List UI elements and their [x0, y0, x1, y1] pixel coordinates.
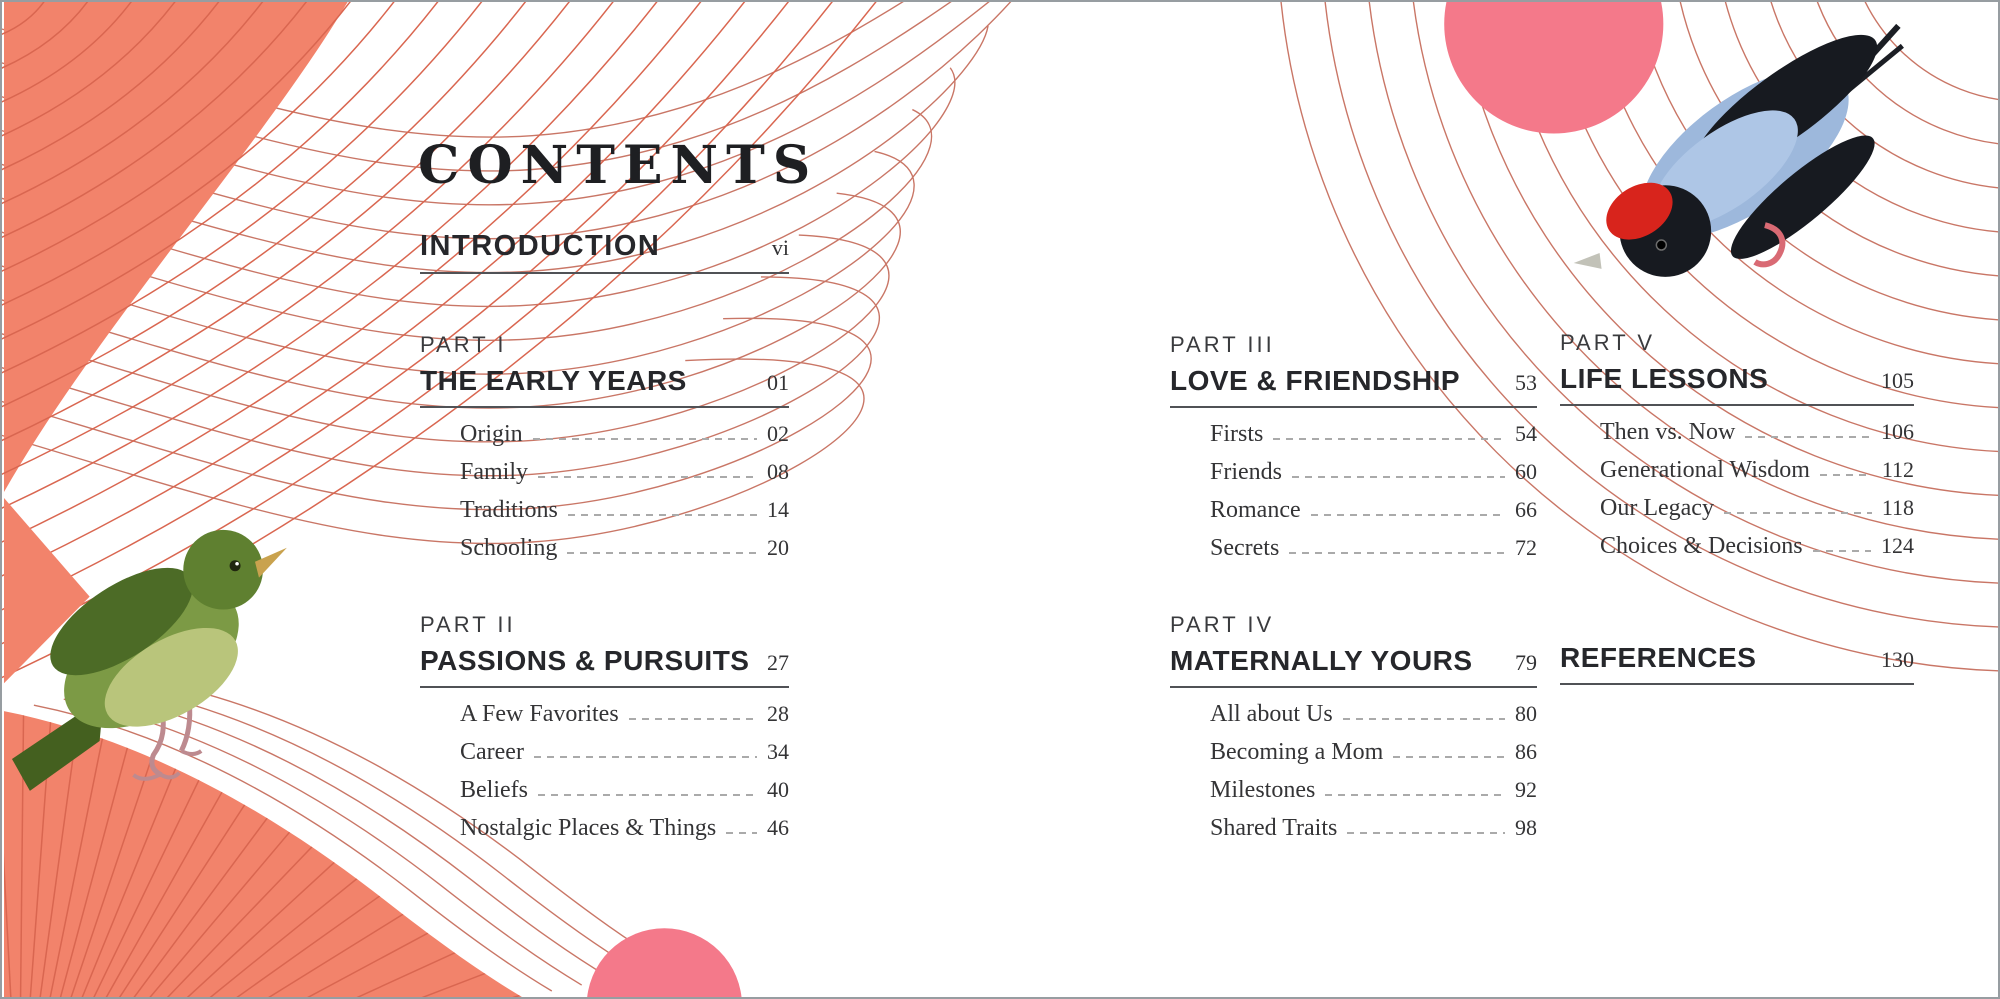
leader-line [567, 552, 757, 554]
leader-line [1393, 756, 1505, 758]
leader-line [1347, 832, 1505, 834]
toc-item [1210, 529, 1537, 567]
section-page-number: 79 [1515, 650, 1537, 675]
toc-section-part-4 [1170, 614, 1537, 847]
toc-item [460, 415, 789, 453]
item-page-number: 40 [767, 777, 789, 802]
toc-item [460, 695, 789, 733]
part-label: PART II [420, 612, 516, 637]
section-heading [1170, 645, 1537, 688]
leader-line [1273, 438, 1505, 440]
section-page-number: 01 [767, 370, 789, 395]
toc-item [1210, 415, 1537, 453]
toc-item [1600, 451, 1914, 489]
item-label: Romance [1210, 496, 1301, 523]
section-heading [420, 645, 789, 688]
item-page-number: 92 [1515, 777, 1537, 802]
part-label: PART V [1560, 330, 1656, 355]
item-page-number: 54 [1515, 421, 1537, 446]
item-page-number: 98 [1515, 815, 1537, 840]
coral-triangle [4, 2, 348, 492]
item-label: Secrets [1210, 534, 1280, 561]
leader-line [533, 438, 757, 440]
toc-section-part-5 [1560, 332, 1914, 565]
item-label: Then vs. Now [1600, 418, 1736, 445]
toc-item [460, 529, 789, 567]
leader-line [1292, 476, 1505, 478]
item-page-number: 28 [767, 701, 789, 726]
toc-item [1600, 489, 1914, 527]
item-label: Traditions [460, 496, 558, 523]
pink-circle-top [1444, 2, 1663, 133]
toc-item [460, 453, 789, 491]
item-label: Shared Traits [1210, 814, 1338, 841]
toc-item [1600, 527, 1914, 565]
item-page-number: 66 [1515, 497, 1537, 522]
item-label: Nostalgic Places & Things [460, 814, 717, 841]
leader-line [538, 794, 757, 796]
section-title: REFERENCES [1560, 642, 1757, 673]
leader-line [629, 718, 757, 720]
leader-line [1311, 514, 1505, 516]
item-label: All about Us [1210, 700, 1333, 727]
item-page-number: 112 [1881, 457, 1914, 482]
item-page-number: 08 [767, 459, 789, 484]
section-heading [420, 230, 789, 274]
toc-item [460, 809, 789, 847]
toc-item [1210, 491, 1537, 529]
section-title: PASSIONS & PURSUITS [420, 645, 750, 676]
page-title: CONTENTS [418, 134, 819, 196]
item-page-number: 124 [1881, 533, 1914, 558]
toc-section-part-2 [420, 614, 789, 847]
leader-line [538, 476, 757, 478]
item-page-number: 14 [767, 497, 789, 522]
item-label: Schooling [460, 534, 558, 561]
toc-section-introduction [420, 230, 789, 274]
item-label: Beliefs [460, 776, 528, 803]
item-page-number: 34 [767, 739, 789, 764]
toc-item [1210, 771, 1537, 809]
toc-item [460, 771, 789, 809]
part-label: PART I [420, 332, 507, 357]
section-page-number: 27 [767, 650, 789, 675]
leader-line [568, 514, 757, 516]
leader-line [1724, 512, 1872, 514]
item-page-number: 72 [1515, 535, 1537, 560]
part-label: PART IV [1170, 612, 1275, 637]
item-label: Generational Wisdom [1600, 456, 1810, 483]
leader-line [1813, 550, 1871, 552]
item-label: Firsts [1210, 420, 1264, 447]
toc-section-part-1 [420, 334, 789, 567]
item-label: Milestones [1210, 776, 1316, 803]
leader-line [1325, 794, 1505, 796]
toc-item [460, 491, 789, 529]
part-label: PART III [1170, 332, 1275, 357]
leader-line [1745, 436, 1871, 438]
leader-line [726, 832, 757, 834]
item-page-number: 106 [1881, 419, 1914, 444]
section-title: LOVE & FRIENDSHIP [1170, 365, 1461, 396]
leader-line [1820, 474, 1872, 476]
section-page-number: vi [771, 235, 789, 260]
item-label: Becoming a Mom [1210, 738, 1384, 765]
item-label: Origin [460, 420, 523, 447]
item-label: Choices & Decisions [1600, 532, 1803, 559]
item-label: Friends [1210, 458, 1282, 485]
leader-line [534, 756, 757, 758]
item-label: Our Legacy [1600, 494, 1714, 521]
item-label: Family [460, 458, 529, 485]
toc-item [1210, 809, 1537, 847]
toc-item [1600, 413, 1914, 451]
item-label: Career [460, 738, 524, 765]
section-title: THE EARLY YEARS [420, 365, 687, 396]
section-title: MATERNALLY YOURS [1170, 645, 1473, 676]
section-page-number: 130 [1881, 647, 1914, 672]
section-page-number: 53 [1515, 370, 1537, 395]
toc-section-references [1560, 642, 1914, 685]
item-page-number: 60 [1515, 459, 1537, 484]
pink-semicircle-bottom [587, 928, 742, 997]
item-page-number: 20 [767, 535, 789, 560]
section-heading [420, 365, 789, 408]
toc-section-part-3 [1170, 334, 1537, 567]
toc-item [1210, 695, 1537, 733]
item-page-number: 118 [1881, 495, 1914, 520]
toc-item [1210, 733, 1537, 771]
toc-item [460, 733, 789, 771]
leader-line [1343, 718, 1505, 720]
item-label: A Few Favorites [460, 700, 619, 727]
section-title: INTRODUCTION [420, 230, 661, 262]
section-page-number: 105 [1881, 368, 1914, 393]
item-page-number: 02 [767, 421, 789, 446]
section-title: LIFE LESSONS [1560, 363, 1769, 394]
item-page-number: 46 [767, 815, 789, 840]
section-heading [1560, 363, 1914, 406]
item-page-number: 80 [1515, 701, 1537, 726]
section-heading [1560, 642, 1914, 685]
toc-item [1210, 453, 1537, 491]
leader-line [1289, 552, 1505, 554]
item-page-number: 86 [1515, 739, 1537, 764]
section-heading [1170, 365, 1537, 408]
